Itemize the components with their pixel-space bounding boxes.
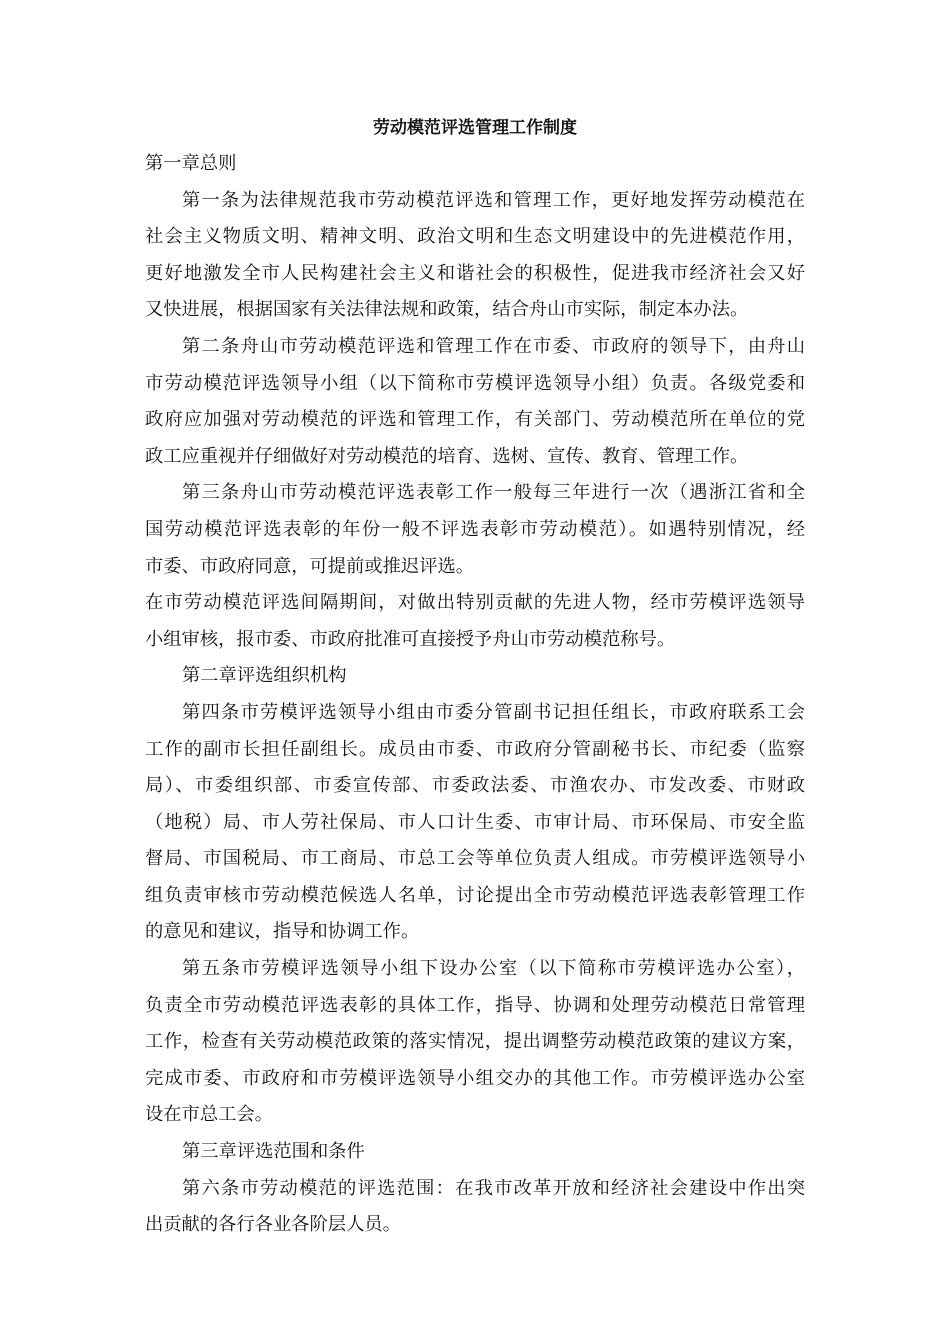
paragraph-line: 国劳动模范评选表彰的年份一般不评选表彰市劳动模范）。如遇特别情况，经 bbox=[145, 518, 805, 540]
paragraph-line: 第二条舟山市劳动模范评选和管理工作在市委、市政府的领导下，由舟山 bbox=[182, 335, 805, 357]
paragraph-line: 在市劳动模范评选间隔期间，对做出特别贡献的先进人物，经市劳模评选领导 bbox=[145, 592, 805, 614]
document-title: 劳动模范评选管理工作制度 bbox=[373, 118, 577, 138]
paragraph-line: 小组审核，报市委、市政府批准可直接授予舟山市劳动模范称号。 bbox=[145, 628, 676, 650]
paragraph-line: 市委、市政府同意，可提前或推迟评选。 bbox=[145, 555, 475, 577]
chapter-heading: 第一章总则 bbox=[145, 153, 237, 174]
paragraph-line: （地税）局、市人劳社保局、市人口计生委、市审计局、市环保局、市安全监 bbox=[145, 811, 805, 833]
chapter-heading: 第二章评选组织机构 bbox=[182, 665, 347, 687]
paragraph-line: 的意见和建议，指导和协调工作。 bbox=[145, 921, 420, 943]
paragraph-line: 完成市委、市政府和市劳模评选领导小组交办的其他工作。市劳模评选办公室 bbox=[145, 1067, 805, 1089]
paragraph-line: 政府应加强对劳动模范的评选和管理工作，有关部门、劳动模范所在单位的党 bbox=[145, 409, 805, 431]
paragraph-line: 市劳动模范评选领导小组（以下简称市劳模评选领导小组）负责。各级党委和 bbox=[145, 372, 805, 394]
paragraph-line: 组负责审核市劳动模范候选人名单，讨论提出全市劳动模范评选表彰管理工作 bbox=[145, 884, 805, 906]
paragraph-line: 局）、市委组织部、市委宣传部、市委政法委、市渔农办、市发改委、市财政 bbox=[145, 775, 805, 797]
paragraph-line: 工作，检查有关劳动模范政策的落实情况，提出调整劳动模范政策的建议方案， bbox=[145, 1031, 805, 1053]
paragraph-line: 又快进展，根据国家有关法律法规和政策，结合舟山市实际，制定本办法。 bbox=[145, 299, 749, 321]
paragraph-line: 负责全市劳动模范评选表彰的具体工作，指导、协调和处理劳动模范日常管理 bbox=[145, 994, 805, 1016]
paragraph-line: 第三条舟山市劳动模范评选表彰工作一般每三年进行一次（遇浙江省和全 bbox=[182, 482, 805, 504]
document-body bbox=[145, 146, 805, 1244]
paragraph-line: 出贡献的各行各业各阶层人员。 bbox=[145, 1214, 401, 1236]
paragraph-line: 督局、市国税局、市工商局、市总工会等单位负责人组成。市劳模评选领导小 bbox=[145, 848, 805, 870]
paragraph-line: 社会主义物质文明、精神文明、政治文明和生态文明建设中的先进模范作用， bbox=[145, 226, 805, 248]
paragraph-line: 第一条为法律规范我市劳动模范评选和管理工作，更好地发挥劳动模范在 bbox=[182, 189, 805, 211]
paragraph-line: 第四条市劳模评选领导小组由市委分管副书记担任组长，市政府联系工会 bbox=[182, 701, 805, 723]
paragraph-line: 更好地激发全市人民构建社会主义和谐社会的积极性，促进我市经济社会又好 bbox=[145, 262, 805, 284]
paragraph-line: 第六条市劳动模范的评选范围：在我市改革开放和经济社会建设中作出突 bbox=[182, 1177, 805, 1199]
paragraph-line: 第五条市劳模评选领导小组下设办公室（以下简称市劳模评选办公室）， bbox=[182, 958, 805, 980]
paragraph-line: 工作的副市长担任副组长。成员由市委、市政府分管副秘书长、市纪委（监察 bbox=[145, 738, 805, 760]
paragraph-line: 政工应重视并仔细做好对劳动模范的培育、选树、宣传、教育、管理工作。 bbox=[145, 445, 749, 467]
paragraph-line: 设在市总工会。 bbox=[145, 1104, 273, 1126]
chapter-heading: 第三章评选范围和条件 bbox=[182, 1141, 365, 1163]
